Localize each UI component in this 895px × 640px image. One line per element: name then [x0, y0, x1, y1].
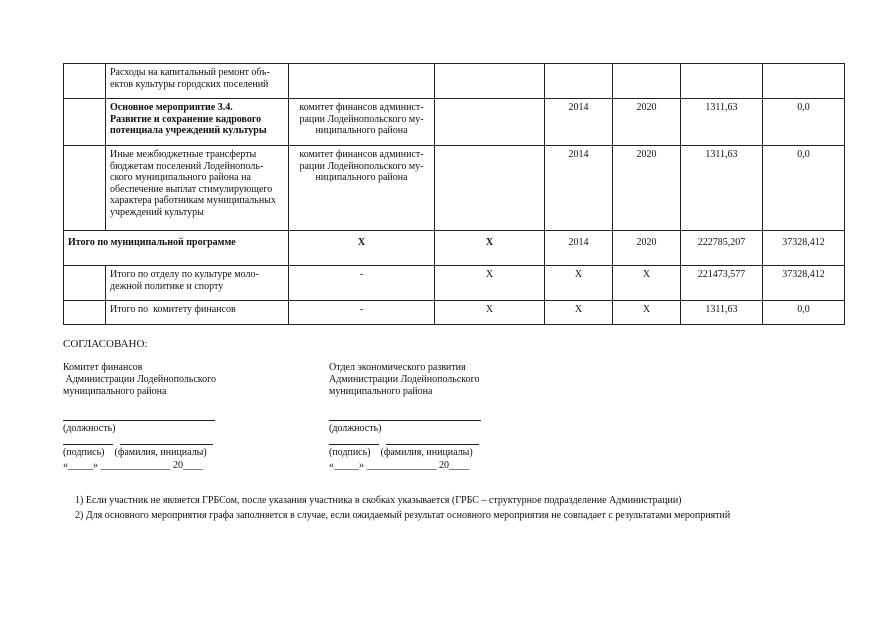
extra-cell: X [435, 266, 545, 301]
left-signature-label: (подпись) (фамилия, инициалы) [63, 447, 207, 458]
total-sum-cell: 1311,63 [681, 146, 763, 231]
right-position-label: (должность) [329, 423, 382, 434]
subtotal-label-cell: Итого по отделу по культуре моло- дежной политике и спорту [106, 266, 289, 301]
row-number-cell [64, 301, 106, 325]
start-year-cell: X [545, 266, 613, 301]
extra-cell: X [435, 231, 545, 266]
subtotal-label-cell: Итого по комитету финансов [106, 301, 289, 325]
right-position-line [329, 420, 481, 421]
row-number-cell [64, 146, 106, 231]
extra-cell [435, 146, 545, 231]
total-sum-cell: 221473,577 [681, 266, 763, 301]
measure-name-cell: Основное мероприятие 3.4. Развитие и сохранение кадрового потенциала учреждений культуры [106, 99, 289, 146]
value-cell: 37328,412 [763, 266, 845, 301]
total-sum-cell: 1311,63 [681, 301, 763, 325]
right-signature-label: (подпись) (фамилия, инициалы) [329, 447, 473, 458]
total-sum-cell: 1311,63 [681, 99, 763, 146]
participant-cell: - [289, 301, 435, 325]
start-year-cell: 2014 [545, 231, 613, 266]
left-position-line [63, 420, 215, 421]
right-name-line [386, 444, 479, 445]
left-position-label: (должность) [63, 423, 116, 434]
total-label-cell: Итого по муниципальной программе [64, 231, 289, 266]
total-sum-cell: 222785,207 [681, 231, 763, 266]
measure-name-cell: Иные межбюджетные трансферты бюджетам поселений Лодейнополь- ского муниципального района на обеспечение выплат стимулирующего характера работникам муниципальных учреждений культуры [106, 146, 289, 231]
value-cell: 0,0 [763, 99, 845, 146]
value-cell: 0,0 [763, 146, 845, 231]
start-year-cell [545, 64, 613, 99]
left-date-line: «_____» ______________ 20____ [63, 460, 203, 471]
row-number-cell [64, 266, 106, 301]
participant-cell: комитет финансов админист- рации Лодейнопольского му- ниципального района [289, 146, 435, 231]
value-cell: 0,0 [763, 301, 845, 325]
row-number-cell [64, 99, 106, 146]
start-year-cell: X [545, 301, 613, 325]
footnote-2: 2) Для основного мероприятия графа заполняется в случае, если ожидаемый результат основного мероприятия не совпадает с результатами мероприятий [75, 510, 731, 521]
subtotal-row [64, 301, 845, 325]
left-approval-org: Комитет финансов Администрации Лодейнопольского муниципального района [63, 362, 217, 397]
participant-cell: - [289, 266, 435, 301]
subtotal-row [64, 266, 845, 301]
extra-cell [435, 99, 545, 146]
participant-cell: комитет финансов админист- рации Лодейнопольского му- ниципального района [289, 99, 435, 146]
footnote-1: 1) Если участник не является ГРБСом, после указания участника в скобках указывается (ГРБС – структурное подразделение Администрации) [75, 495, 682, 506]
start-year-cell: 2014 [545, 99, 613, 146]
measure-name-cell: Расходы на капитальный ремонт объ- ектов культуры городских поселений [106, 64, 289, 99]
table-row [64, 99, 845, 146]
table-row [64, 64, 845, 99]
value-cell [763, 64, 845, 99]
end-year-cell: 2020 [613, 99, 681, 146]
participant-cell: X [289, 231, 435, 266]
total-row [64, 231, 845, 266]
left-name-line [120, 444, 213, 445]
right-date-line: «_____» ______________ 20____ [329, 460, 469, 471]
start-year-cell: 2014 [545, 146, 613, 231]
end-year-cell: 2020 [613, 231, 681, 266]
total-sum-cell [681, 64, 763, 99]
extra-cell [435, 64, 545, 99]
participant-cell [289, 64, 435, 99]
left-signature-line [63, 444, 113, 445]
program-table [63, 63, 845, 325]
extra-cell: X [435, 301, 545, 325]
end-year-cell: X [613, 266, 681, 301]
end-year-cell [613, 64, 681, 99]
table-row [64, 146, 845, 231]
right-signature-line [329, 444, 379, 445]
value-cell: 37328,412 [763, 231, 845, 266]
right-approval-org: Отдел экономического развития Администрации Лодейнопольского муниципального района [329, 362, 480, 397]
approval-heading: СОГЛАСОВАНО: [63, 338, 148, 350]
end-year-cell: 2020 [613, 146, 681, 231]
row-number-cell [64, 64, 106, 99]
end-year-cell: X [613, 301, 681, 325]
